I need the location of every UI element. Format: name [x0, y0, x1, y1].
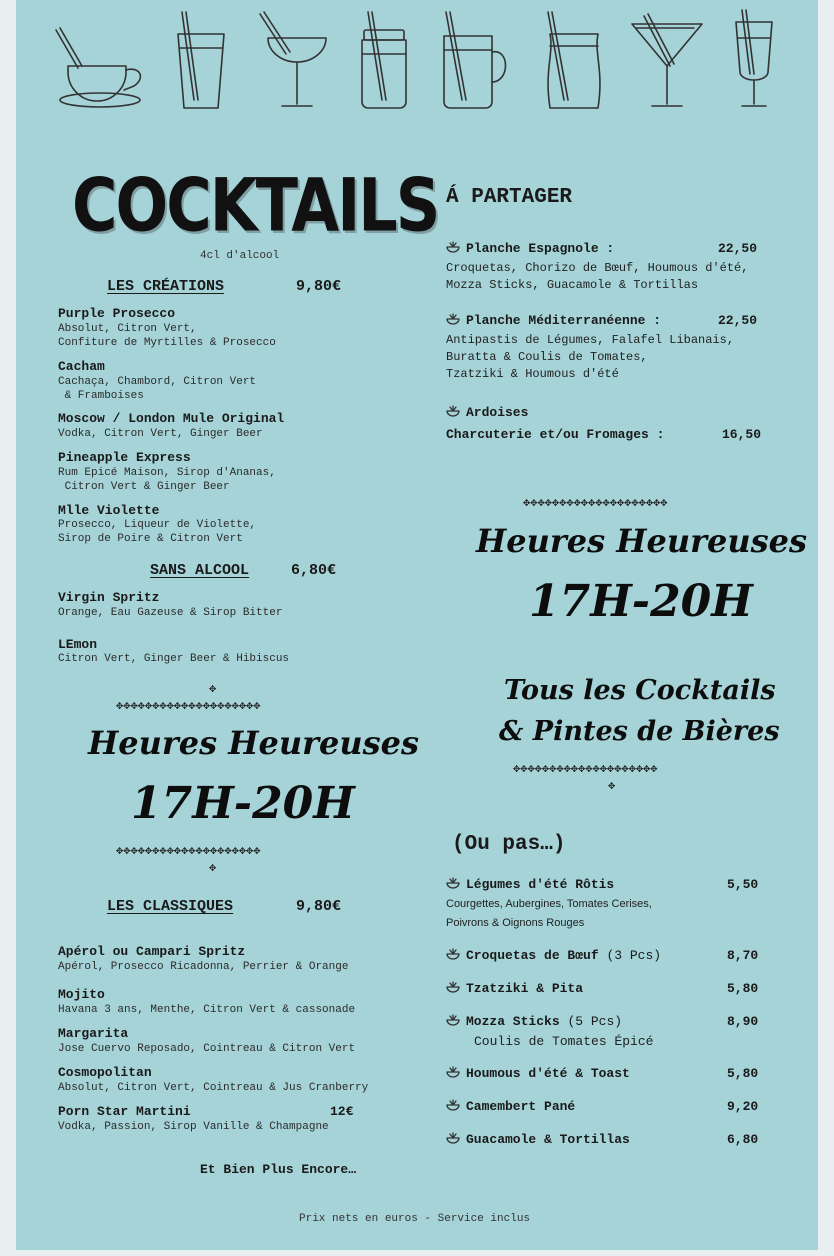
- happy-hour-hours: 17H-20H: [131, 778, 355, 829]
- highball-glass-icon: [172, 8, 232, 112]
- snack-price: 5,80: [727, 981, 759, 996]
- cocktail-desc: Jose Cuervo Reposado, Cointreau & Citron Vert: [58, 1043, 356, 1055]
- cocktail-desc: Absolut, Citron Vert, Cointreau & Jus Cranberry: [58, 1082, 369, 1094]
- bowl-icon: [446, 313, 460, 325]
- cocktail-name: Margarita: [58, 1026, 129, 1041]
- cocktail-name: Cacham: [58, 359, 105, 374]
- bowl-icon: [446, 405, 460, 417]
- cocktail-desc: Rum Epicé Maison, Sirop d'Ananas, Citron Vert & Ginger Beer: [58, 467, 276, 493]
- cocktail-name: Mlle Violette: [58, 503, 160, 518]
- more-note: Et Bien Plus Encore…: [200, 1162, 357, 1177]
- snack-price: 5,50: [727, 877, 759, 892]
- cocktail-desc: Apérol, Prosecco Ricadonna, Perrier & Orange: [58, 961, 349, 973]
- menu-page: [16, 0, 818, 1250]
- bowl-icon: [446, 1014, 460, 1026]
- bowl-icon: [446, 981, 460, 993]
- snack-item: [446, 1132, 630, 1147]
- page-title: COCKTAILS: [72, 162, 439, 249]
- platter-name: Planche Espagnole :: [466, 241, 615, 256]
- snack-name: Camembert Pané: [466, 1099, 576, 1114]
- beer-mug-icon: [436, 8, 516, 112]
- bowl-icon: [446, 877, 460, 889]
- cocktail-desc: Havana 3 ans, Menthe, Citron Vert & cassonade: [58, 1004, 356, 1016]
- cocktail-desc: Prosecco, Liqueur de Violette, Sirop de Poire & Citron Vert: [58, 519, 257, 545]
- snack-price: 5,80: [727, 1066, 759, 1081]
- snack-name: Mozza Sticks: [466, 1014, 560, 1029]
- snack-qty: (3 Pcs): [606, 948, 662, 963]
- platter-price: 22,50: [718, 241, 758, 256]
- happy-hour-hours: 17H-20H: [529, 576, 753, 627]
- ornament-row: ✥✥✥✥✥✥✥✥✥✥✥✥✥✥✥✥✥✥✥✥: [116, 699, 261, 713]
- snack-item: [446, 981, 583, 996]
- ornament-row: ✥✥✥✥✥✥✥✥✥✥✥✥✥✥✥✥✥✥✥✥: [523, 496, 668, 510]
- platter-name: Planche Méditerranéenne :: [466, 313, 662, 328]
- alcohol-note: 4cl d'alcool: [200, 250, 280, 262]
- mocktail-name: Virgin Spritz: [58, 590, 160, 605]
- snack-desc: Coulis de Tomates Épicé: [474, 1034, 654, 1049]
- tumbler-glass-icon: [540, 8, 610, 112]
- snack-price: 8,70: [727, 948, 759, 963]
- ornament-row: ✥✥✥✥✥✥✥✥✥✥✥✥✥✥✥✥✥✥✥✥: [513, 762, 658, 776]
- cocktail-name: Cosmopolitan: [58, 1065, 152, 1080]
- bowl-icon: [446, 241, 460, 253]
- cocktail-desc: Cachaça, Chambord, Citron Vert & Framboises: [58, 376, 257, 402]
- snack-name: Croquetas de Bœuf: [466, 948, 599, 963]
- teacup-icon: [50, 8, 154, 112]
- martini-glass-icon: [628, 8, 708, 112]
- classiques-heading: LES CLASSIQUES: [107, 898, 234, 915]
- sans-alcool-price: 6,80€: [291, 562, 337, 579]
- platter-name: Ardoises: [466, 405, 529, 420]
- mocktail-desc: Citron Vert, Ginger Beer & Hibiscus: [58, 653, 290, 665]
- cocktail-desc: Vodka, Citron Vert, Ginger Beer: [58, 428, 263, 440]
- snack-item: [446, 1014, 622, 1029]
- cocktail-name: Apérol ou Campari Spritz: [58, 944, 246, 959]
- bowl-icon: [446, 1132, 460, 1144]
- bowl-icon: [446, 948, 460, 960]
- creations-price: 9,80€: [296, 278, 342, 295]
- charcuterie-label: Charcuterie et/ou Fromages :: [446, 427, 665, 442]
- snack-price: 8,90: [727, 1014, 759, 1029]
- snack-price: 6,80: [727, 1132, 759, 1147]
- cocktail-name: Mojito: [58, 987, 105, 1002]
- ou-pas-heading: (Ou pas…): [452, 833, 566, 856]
- cocktail-price: 12€: [330, 1104, 354, 1119]
- cocktail-name: Pineapple Express: [58, 450, 191, 465]
- drink-icons-row: [16, 8, 818, 118]
- bowl-icon: [446, 1099, 460, 1111]
- snack-name: Guacamole & Tortillas: [466, 1132, 630, 1147]
- sans-alcool-heading: SANS ALCOOL: [150, 562, 250, 579]
- snack-name: Houmous d'été & Toast: [466, 1066, 630, 1081]
- ornament: ✥: [209, 861, 217, 875]
- cocktail-name: Purple Prosecco: [58, 306, 176, 321]
- cocktail-name: Porn Star Martini: [58, 1104, 191, 1119]
- snack-item: [446, 1066, 630, 1081]
- classiques-price: 9,80€: [296, 898, 342, 915]
- bowl-icon: [446, 1066, 460, 1078]
- mocktail-name: LEmon: [58, 637, 98, 652]
- ornament: ✥: [209, 682, 217, 696]
- snack-price: 9,20: [727, 1099, 759, 1114]
- coupe-glass-icon: [256, 8, 336, 112]
- snack-item: [446, 948, 661, 963]
- happy-hour-line2: & Pintes de Bières: [499, 716, 780, 747]
- snack-item: [446, 877, 614, 892]
- platter-item: [446, 241, 614, 256]
- cocktail-name: Moscow / London Mule Original: [58, 411, 285, 426]
- happy-hour-title: Heures Heureuses: [88, 724, 419, 762]
- cocktail-desc: Vodka, Passion, Sirop Vanille & Champagne: [58, 1121, 329, 1133]
- platter-price: 22,50: [718, 313, 758, 328]
- platter-desc: Croquetas, Chorizo de Bœuf, Houmous d'été, Mozza Sticks, Guacamole & Tortillas: [446, 261, 749, 292]
- ornament-row: ✥✥✥✥✥✥✥✥✥✥✥✥✥✥✥✥✥✥✥✥: [116, 844, 261, 858]
- flute-glass-icon: [728, 8, 782, 112]
- platter-item: [446, 313, 661, 328]
- snack-item: [446, 1099, 575, 1114]
- creations-heading: LES CRÉATIONS: [107, 278, 225, 295]
- partager-heading: Á PARTAGER: [446, 186, 573, 209]
- ornament: ✥: [608, 779, 616, 793]
- snack-name: Tzatziki & Pita: [466, 981, 584, 996]
- platter-item: [446, 405, 528, 420]
- snack-name: Légumes d'été Rôtis: [466, 877, 615, 892]
- mocktail-desc: Orange, Eau Gazeuse & Sirop Bitter: [58, 607, 283, 619]
- cocktail-desc: Absolut, Citron Vert, Confiture de Myrtilles & Prosecco: [58, 323, 276, 349]
- footer-note: Prix nets en euros - Service inclus: [299, 1213, 531, 1225]
- platter-desc: Antipastis de Légumes, Falafel Libanais, Buratta & Coulis de Tomates, Tzatziki & Houmous d'été: [446, 333, 735, 381]
- snack-desc: Courgettes, Aubergines, Tomates Cerises, Poivrons & Oignons Rouges: [446, 898, 652, 929]
- mason-jar-icon: [354, 8, 414, 112]
- happy-hour-title: Heures Heureuses: [476, 522, 807, 560]
- charcuterie-price: 16,50: [722, 427, 762, 442]
- happy-hour-line1: Tous les Cocktails: [504, 675, 776, 706]
- snack-qty: (5 Pcs): [567, 1014, 623, 1029]
